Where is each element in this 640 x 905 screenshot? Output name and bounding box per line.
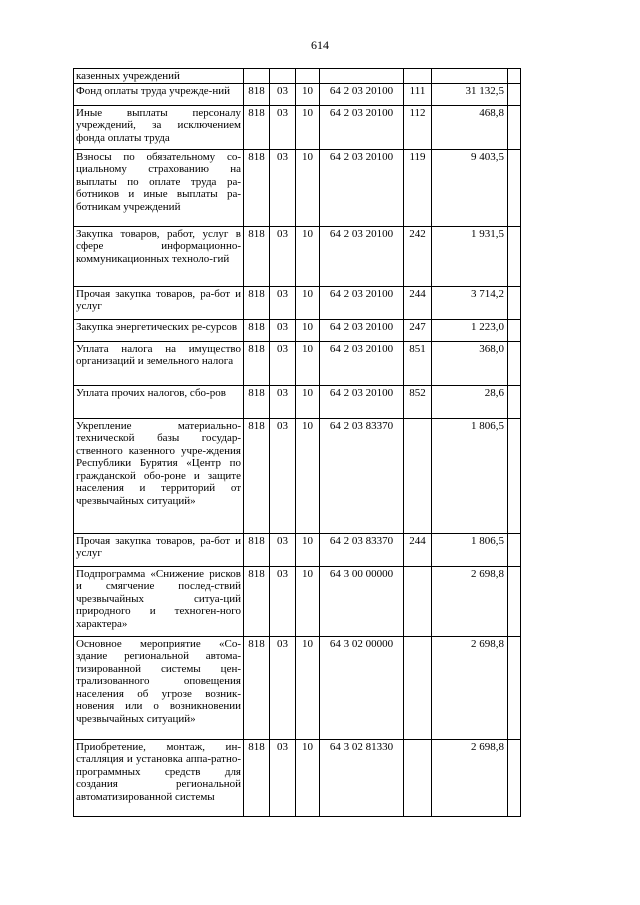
cell-c3: 10 (296, 533, 320, 566)
cell-empty (508, 341, 521, 385)
cell-c1: 818 (244, 533, 270, 566)
cell-empty (508, 319, 521, 341)
table-row (74, 566, 521, 636)
cell-name: Подпрограмма «Снижение рисков и смягчение послед-ствий чрезвычайных ситуа-ций природного и техноген-ного характера» (74, 566, 244, 636)
cell-c1: 818 (244, 418, 270, 533)
table-row (74, 418, 521, 533)
cell-c1: 818 (244, 341, 270, 385)
cell-c2: 03 (270, 418, 296, 533)
cell-name: Укрепление материально-технической базы государ-ственного казенного учре-ждения Республики Бурятия «Центр по гражданской обо-роне и защите населения и территорий от чрезвычайных ситуаций» (74, 418, 244, 533)
cell-c4: 64 2 03 20100 (320, 105, 404, 149)
table-row (74, 286, 521, 319)
cell-amount: 368,0 (432, 341, 508, 385)
cell-empty (508, 533, 521, 566)
cell-c2: 03 (270, 286, 296, 319)
cell-c1 (244, 69, 270, 84)
cell-c1: 818 (244, 149, 270, 226)
cell-c3: 10 (296, 566, 320, 636)
cell-c1: 818 (244, 105, 270, 149)
cell-c2: 03 (270, 83, 296, 105)
cell-c5: 119 (404, 149, 432, 226)
cell-c4: 64 2 03 20100 (320, 286, 404, 319)
cell-c3: 10 (296, 636, 320, 739)
cell-c5 (404, 636, 432, 739)
cell-name: казенных учреждений (74, 69, 244, 84)
cell-name: Закупка товаров, работ, услуг в сфере информационно-коммуникационных техноло-гий (74, 226, 244, 286)
cell-name: Уплата прочих налогов, сбо-ров (74, 385, 244, 418)
cell-c5: 111 (404, 83, 432, 105)
cell-c2: 03 (270, 739, 296, 816)
cell-name: Иные выплаты персоналу учреждений, за исключением фонда оплаты труда (74, 105, 244, 149)
cell-amount (432, 69, 508, 84)
cell-c3: 10 (296, 149, 320, 226)
table-row (74, 739, 521, 816)
cell-c3: 10 (296, 105, 320, 149)
cell-c4: 64 2 03 20100 (320, 226, 404, 286)
cell-c3: 10 (296, 739, 320, 816)
cell-name: Основное мероприятие «Со-здание региональной автома-тизированной системы цен-трализованного оповещения населения об угрозе возник-новения или о возникновении чрезвычайных ситуаций» (74, 636, 244, 739)
cell-c2: 03 (270, 319, 296, 341)
cell-amount: 2 698,8 (432, 566, 508, 636)
cell-amount: 1 806,5 (432, 533, 508, 566)
cell-amount: 2 698,8 (432, 739, 508, 816)
cell-c2 (270, 69, 296, 84)
cell-c5: 242 (404, 226, 432, 286)
cell-c4: 64 2 03 20100 (320, 385, 404, 418)
cell-c4: 64 2 03 83370 (320, 418, 404, 533)
cell-amount: 2 698,8 (432, 636, 508, 739)
cell-c3: 10 (296, 319, 320, 341)
cell-c2: 03 (270, 385, 296, 418)
cell-c5: 852 (404, 385, 432, 418)
cell-c2: 03 (270, 105, 296, 149)
cell-amount: 1 931,5 (432, 226, 508, 286)
cell-c3: 10 (296, 385, 320, 418)
cell-empty (508, 286, 521, 319)
cell-c3: 10 (296, 418, 320, 533)
cell-c1: 818 (244, 385, 270, 418)
cell-c2: 03 (270, 566, 296, 636)
cell-amount: 28,6 (432, 385, 508, 418)
cell-c4: 64 2 03 20100 (320, 341, 404, 385)
table-row (74, 319, 521, 341)
cell-c4: 64 2 03 20100 (320, 83, 404, 105)
table-row (74, 226, 521, 286)
budget-table-body (74, 69, 521, 817)
cell-empty (508, 636, 521, 739)
cell-c2: 03 (270, 341, 296, 385)
cell-c4: 64 2 03 20100 (320, 319, 404, 341)
cell-c5: 244 (404, 533, 432, 566)
cell-c1: 818 (244, 566, 270, 636)
cell-name: Уплата налога на имущество организаций и земельного налога (74, 341, 244, 385)
cell-c1: 818 (244, 636, 270, 739)
cell-amount: 3 714,2 (432, 286, 508, 319)
cell-name: Фонд оплаты труда учрежде-ний (74, 83, 244, 105)
table-row (74, 533, 521, 566)
cell-c5 (404, 418, 432, 533)
cell-c4: 64 3 00 00000 (320, 566, 404, 636)
cell-c5: 112 (404, 105, 432, 149)
cell-c1: 818 (244, 739, 270, 816)
cell-name: Приобретение, монтаж, ин-сталляция и установка аппа-ратно-программных средств для создания региональной автоматизированной системы (74, 739, 244, 816)
page-number: 614 (311, 38, 329, 52)
cell-c5: 247 (404, 319, 432, 341)
cell-c3 (296, 69, 320, 84)
cell-c3: 10 (296, 83, 320, 105)
cell-c2: 03 (270, 226, 296, 286)
cell-empty (508, 566, 521, 636)
cell-name: Прочая закупка товаров, ра-бот и услуг (74, 533, 244, 566)
cell-empty (508, 83, 521, 105)
cell-name: Закупка энергетических ре-сурсов (74, 319, 244, 341)
cell-c4: 64 2 03 20100 (320, 149, 404, 226)
cell-empty (508, 105, 521, 149)
cell-c3: 10 (296, 341, 320, 385)
cell-amount: 9 403,5 (432, 149, 508, 226)
cell-c4: 64 2 03 83370 (320, 533, 404, 566)
cell-name: Взносы по обязательному со-циальному страхованию на выплаты по оплате труда ра-ботников и иные выплаты ра-ботникам учреждений (74, 149, 244, 226)
table-row (74, 385, 521, 418)
cell-c3: 10 (296, 286, 320, 319)
cell-c5: 851 (404, 341, 432, 385)
cell-c2: 03 (270, 636, 296, 739)
cell-c5 (404, 69, 432, 84)
table-row (74, 636, 521, 739)
cell-amount: 31 132,5 (432, 83, 508, 105)
cell-c1: 818 (244, 286, 270, 319)
cell-c1: 818 (244, 319, 270, 341)
cell-c4 (320, 69, 404, 84)
table-row (74, 341, 521, 385)
table-row (74, 83, 521, 105)
table-row (74, 149, 521, 226)
cell-c1: 818 (244, 83, 270, 105)
cell-empty (508, 739, 521, 816)
cell-c5 (404, 566, 432, 636)
cell-c1: 818 (244, 226, 270, 286)
cell-c3: 10 (296, 226, 320, 286)
cell-c4: 64 3 02 81330 (320, 739, 404, 816)
cell-empty (508, 69, 521, 84)
cell-amount: 1 806,5 (432, 418, 508, 533)
budget-table (73, 68, 521, 817)
cell-empty (508, 385, 521, 418)
cell-c4: 64 3 02 00000 (320, 636, 404, 739)
cell-c2: 03 (270, 533, 296, 566)
cell-empty (508, 418, 521, 533)
cell-c5: 244 (404, 286, 432, 319)
cell-empty (508, 149, 521, 226)
table-row (74, 105, 521, 149)
cell-amount: 468,8 (432, 105, 508, 149)
cell-empty (508, 226, 521, 286)
cell-c2: 03 (270, 149, 296, 226)
cell-amount: 1 223,0 (432, 319, 508, 341)
cell-c5 (404, 739, 432, 816)
cell-name: Прочая закупка товаров, ра-бот и услуг (74, 286, 244, 319)
table-row (74, 69, 521, 84)
